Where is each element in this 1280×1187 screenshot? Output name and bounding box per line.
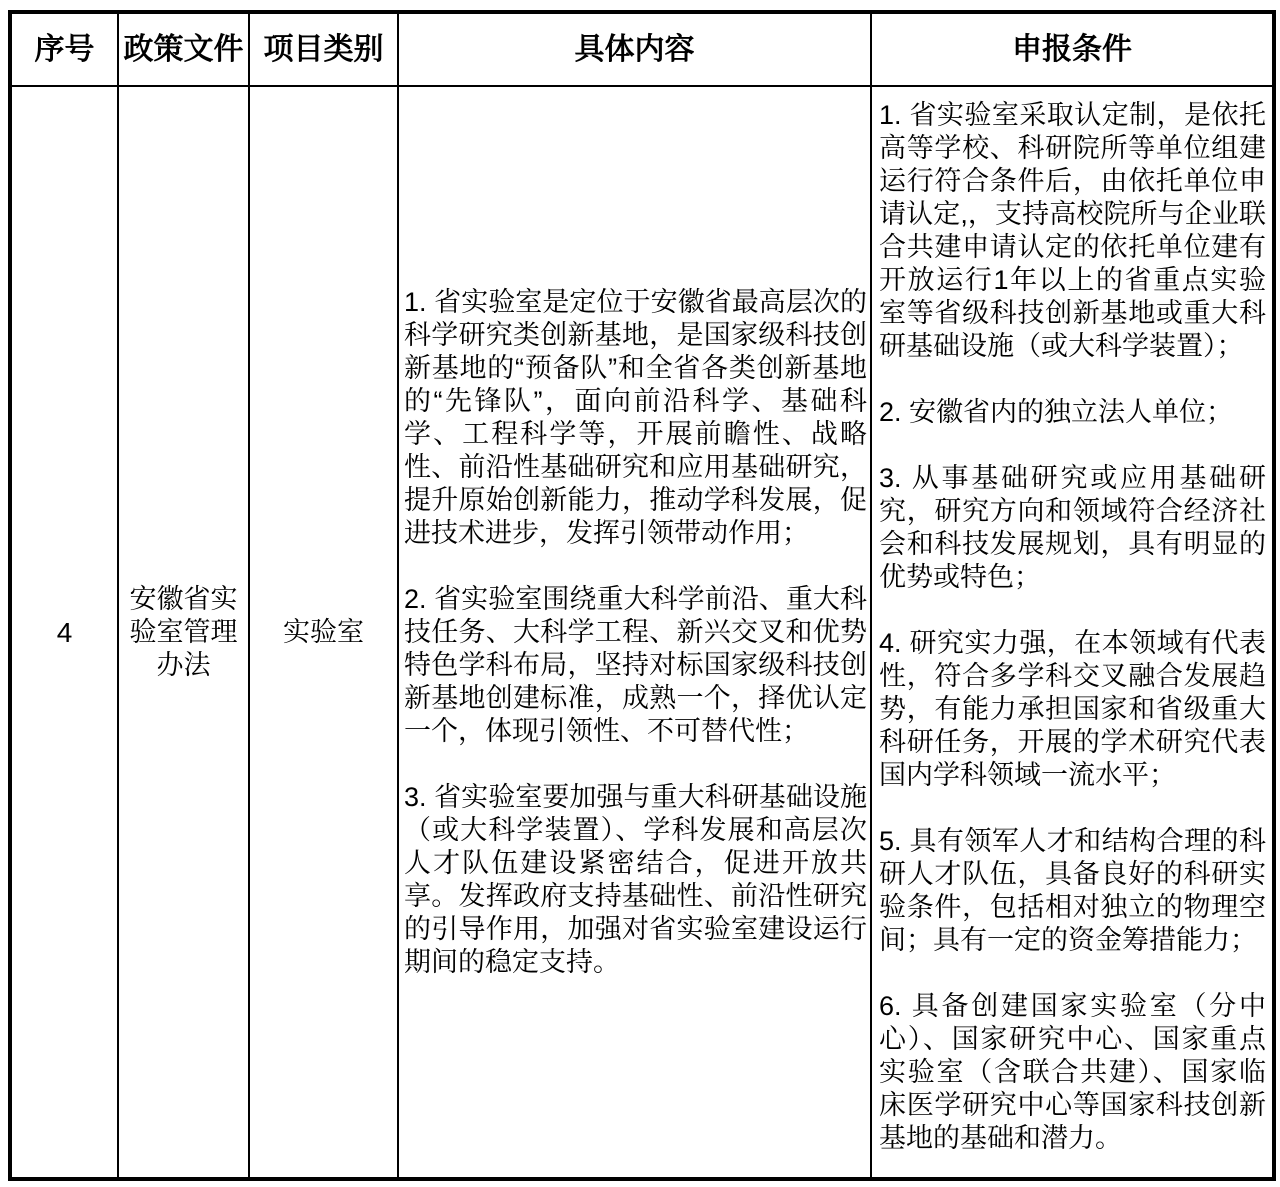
cell-application-conditions bbox=[871, 86, 1274, 1179]
paragraph: 3. 省实验室要加强与重大科研基础设施（或大科学装置）、学科发展和高层次人才队伍建设紧密结合，促进开放共享。发挥政府支持基础性、前沿性研究的引导作用，加强对省实验室建设运行期间的稳定支持。 bbox=[404, 781, 867, 977]
cell-policy-file: 安徽省实验室管理办法 bbox=[118, 86, 249, 1179]
paragraph: 4. 研究实力强，在本领域有代表性，符合多学科交叉融合发展趋势，有能力承担国家和省级重大科研任务，开展的学术研究代表国内学科领域一流水平； bbox=[879, 628, 1266, 790]
paragraph: 5. 具有领军人才和结构合理的科研人才队伍，具备良好的科研实验条件，包括相对独立的物理空间；具有一定的资金筹措能力； bbox=[879, 826, 1266, 955]
cell-project-category: 实验室 bbox=[249, 86, 398, 1179]
header-specific-content: 具体内容 bbox=[398, 12, 871, 86]
cell-serial-number: 4 bbox=[10, 86, 118, 1179]
header-serial-number: 序号 bbox=[10, 12, 118, 86]
specific-content-paragraphs bbox=[404, 286, 867, 979]
header-row bbox=[10, 12, 1274, 86]
application-conditions-paragraphs bbox=[879, 99, 1266, 1155]
policy-table bbox=[8, 10, 1276, 1181]
header-policy-file: 政策文件 bbox=[118, 12, 249, 86]
paragraph: 2. 省实验室围绕重大科学前沿、重大科技任务、大科学工程、新兴交叉和优势特色学科布局，坚持对标国家级科技创新基地创建标准，成熟一个，择优认定一个，体现引领性、不可替代性； bbox=[404, 583, 867, 746]
cell-specific-content bbox=[398, 86, 871, 1179]
table-row bbox=[10, 86, 1274, 1179]
paragraph: 1. 省实验室是定位于安徽省最高层次的科学研究类创新基地，是国家级科技创新基地的“预备队”和全省各类创新基地的“先锋队”，面向前沿科学、基础科学、工程科学等，开展前瞻性、战略性、前沿性基础研究和应用基础研究，提升原始创新能力，推动学科发展，促进技术进步，发挥引领带动作用； bbox=[404, 286, 867, 548]
header-application-conditions: 申报条件 bbox=[871, 12, 1274, 86]
paragraph: 1. 省实验室采取认定制，是依托高等学校、科研院所等单位组建运行符合条件后，由依托单位申请认定,，支持高校院所与企业联合共建申请认定的依托单位建有开放运行1年以上的省重点实验室等省级科技创新基地或重大科研基础设施（或大科学装置）； bbox=[879, 100, 1266, 361]
paragraph: 6. 具备创建国家实验室（分中心）、国家研究中心、国家重点实验室（含联合共建）、国家临床医学研究中心等国家科技创新基地的基础和潜力。 bbox=[879, 991, 1266, 1153]
paragraph: 3. 从事基础研究或应用基础研究，研究方向和领域符合经济社会和科技发展规划，具有明显的优势或特色； bbox=[879, 463, 1266, 592]
paragraph: 2. 安徽省内的独立法人单位； bbox=[879, 397, 1234, 427]
header-project-category: 项目类别 bbox=[249, 12, 398, 86]
